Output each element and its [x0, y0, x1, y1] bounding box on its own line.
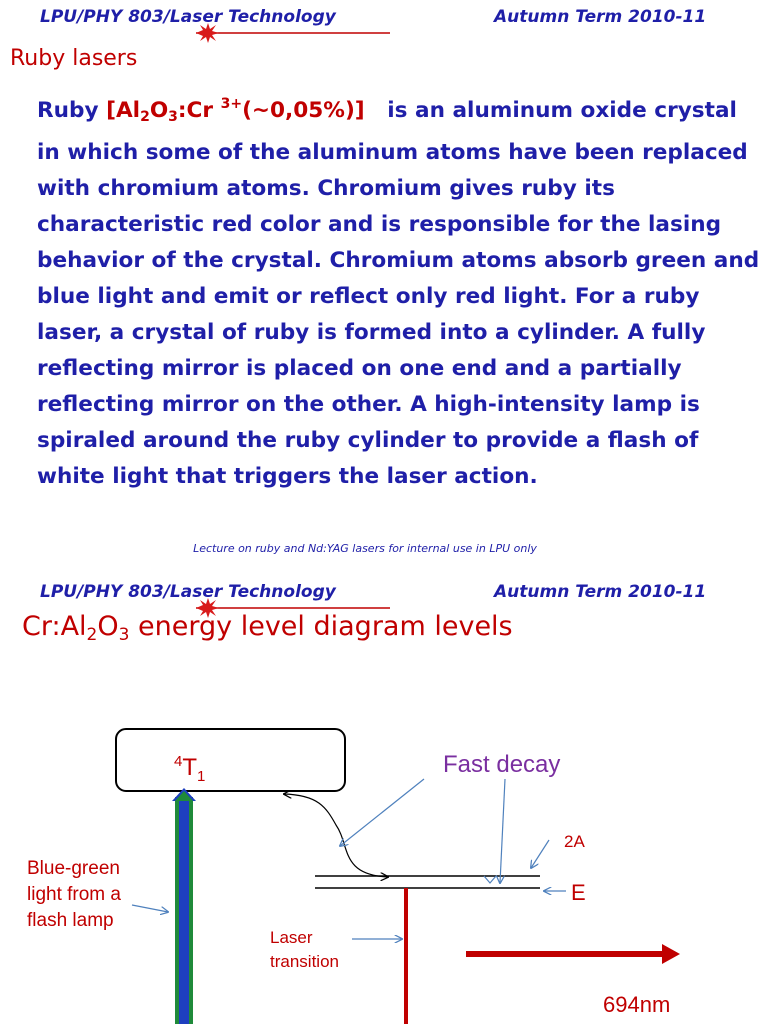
formula-part: :Cr	[177, 98, 221, 123]
formula-subscript: 3	[168, 109, 178, 125]
title-subscript: 3	[118, 625, 130, 645]
intro-word: Ruby	[37, 98, 99, 123]
pump-beam	[172, 788, 196, 1024]
blue-green-light-label	[27, 856, 121, 934]
label-line: Blue-green	[27, 858, 120, 879]
slide-title: Ruby lasers	[10, 46, 138, 71]
t1-symbol: T	[182, 754, 198, 781]
label-line: transition	[270, 952, 339, 971]
output-arrow	[466, 944, 680, 964]
fast-decay-curve	[284, 794, 388, 877]
fast-decay-label: Fast decay	[443, 751, 561, 778]
term-label: Autumn Term 2010-11	[494, 582, 707, 602]
paragraph-text: is an aluminum oxide crystal in which some of the aluminum atoms have been replaced with chromium atoms. Chromium gives ruby its characteristic red color and is responsible for the lasing behavior of the crystal. Chromium atoms absorb green and blue light and emit or reflect only red light. For a ruby laser, a crystal of ruby is formed into a cylinder. A fully reflecting mirror is placed on one end and a partially reflecting mirror on the other. A high-intensity lamp is spiraled around the ruby cylinder to provide a flash of white light that triggers the laser action.	[37, 98, 760, 489]
slide-header	[0, 4, 768, 44]
label-line: Laser	[270, 928, 313, 947]
course-title: LPU/PHY 803/Laser Technology	[40, 582, 336, 602]
formula-part: [Al	[106, 98, 141, 123]
title-part: O	[97, 611, 119, 642]
title-part: energy level diagram levels	[129, 611, 513, 642]
t1-subscript: 1	[197, 767, 206, 785]
level-e-label: E	[571, 880, 586, 905]
energy-level-diagram	[0, 575, 768, 1024]
body-paragraph	[37, 86, 763, 495]
title-subscript: 2	[86, 625, 98, 645]
label-line: flash lamp	[27, 910, 114, 931]
formula-subscript: 2	[140, 109, 150, 125]
t1-level-label	[174, 753, 205, 785]
course-title: LPU/PHY 803/Laser Technology	[40, 7, 336, 27]
wavelength-label: 694nm	[603, 992, 671, 1017]
formula-superscript: 3+	[220, 96, 243, 112]
slide-energy-levels	[0, 575, 768, 1024]
t1-band-box	[116, 729, 345, 791]
level-2a-label: 2A	[564, 832, 585, 851]
slide-footer: Lecture on ruby and Nd:YAG lasers for internal use in LPU only	[193, 542, 537, 555]
formula-part: (~0,05%)]	[242, 98, 365, 123]
term-label: Autumn Term 2010-11	[494, 7, 707, 27]
title-part: Cr:Al	[22, 611, 87, 642]
laser-transition-label	[270, 926, 339, 974]
label-line: light from a	[27, 884, 121, 905]
chemical-formula	[106, 98, 365, 123]
formula-part: O	[149, 98, 169, 123]
t1-superscript: 4	[174, 753, 183, 770]
laser-transition-line	[404, 888, 408, 1024]
